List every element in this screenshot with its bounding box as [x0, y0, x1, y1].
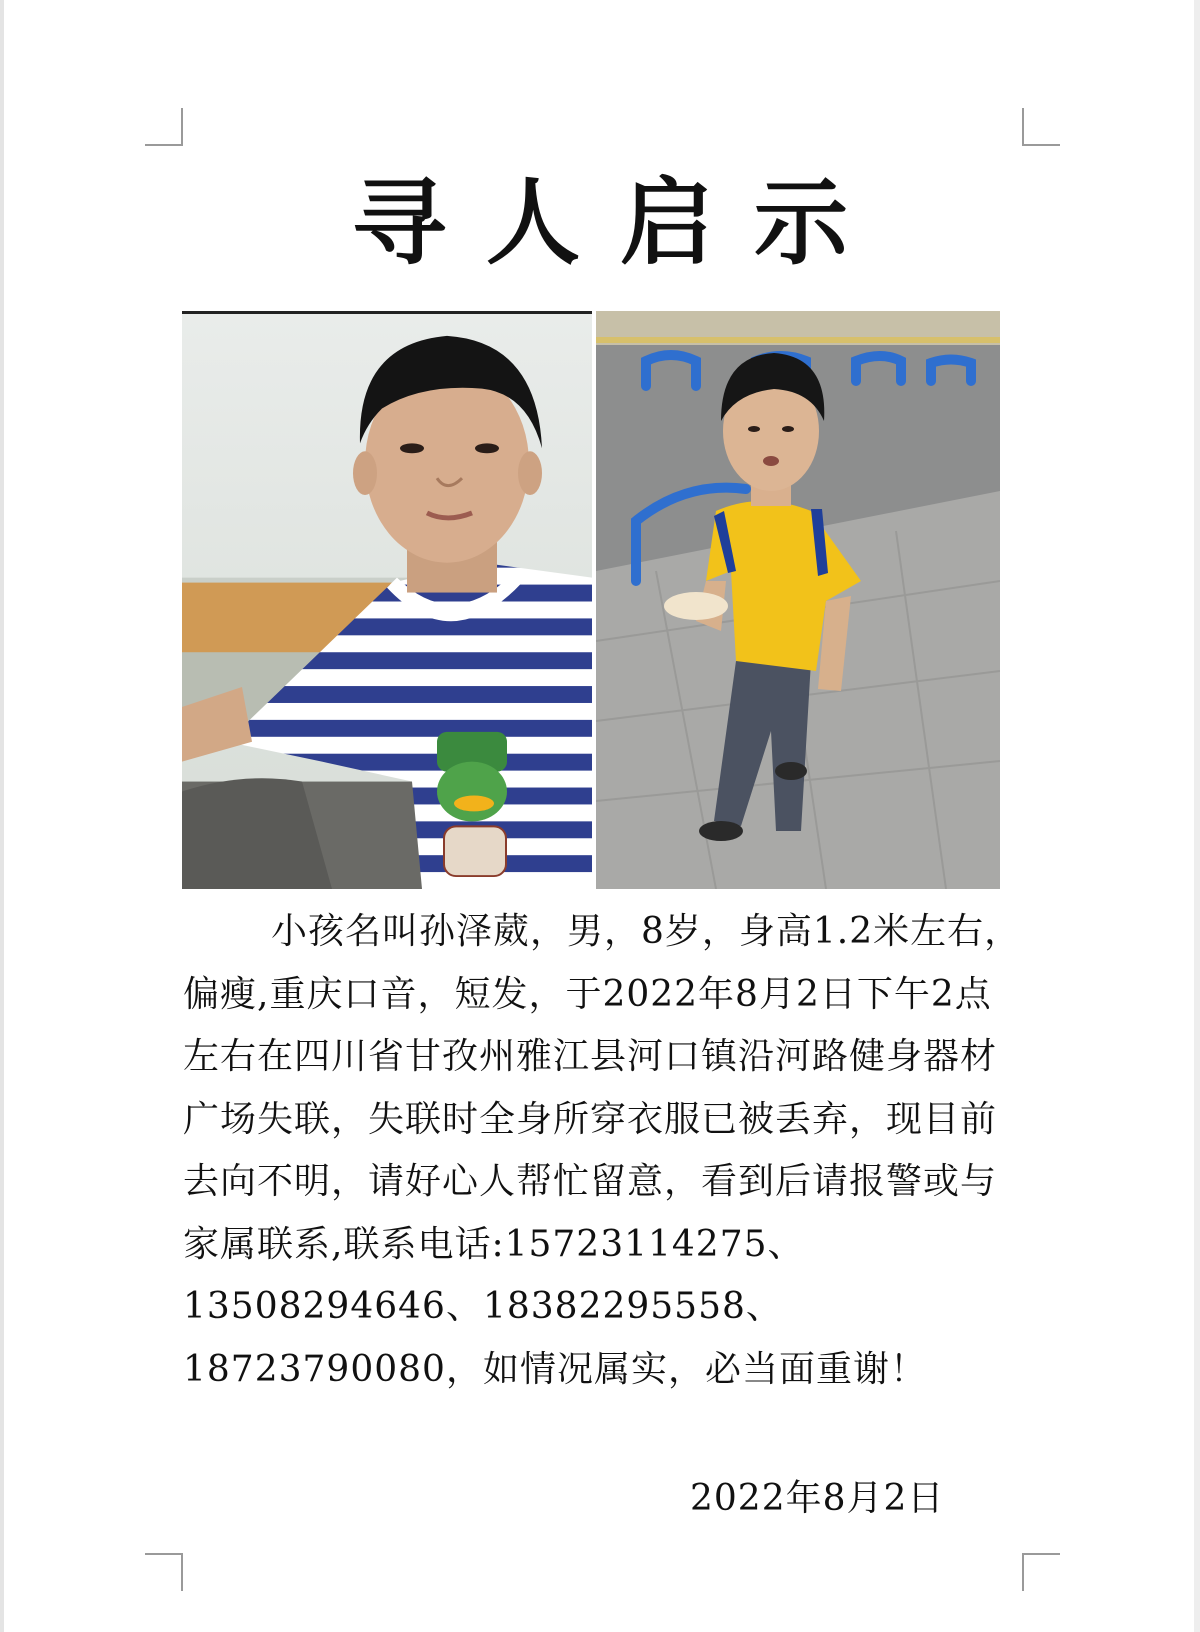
crop-mark-top-right: [1022, 108, 1060, 146]
crop-mark-bottom-right: [1022, 1553, 1060, 1591]
crop-mark-top-left: [145, 108, 183, 146]
notice-body: 小孩名叫孙泽葳，男，8岁，身高1.2米左右，偏瘦,重庆口音，短发，于2022年8月2日下午2点左右在四川省甘孜州雅江县河口镇沿河路健身器材广场失联，失联时全身所穿衣服已被丢弃，现目前去向不明，请好心人帮忙留意，看到后请报警或与家属联系,联系电话:15723114275、13508294646、18382295558、18723790080，如情况属实，必当面重谢！: [183, 911, 1022, 1390]
photo-yellow-shirt: [596, 311, 1000, 889]
photo-row: [182, 311, 1000, 889]
crop-mark-bottom-left: [145, 1553, 183, 1591]
photo-striped-shirt: [182, 311, 592, 889]
duck-graphic-icon: [437, 732, 507, 876]
notice-date: 2022年8月2日: [690, 1478, 945, 1519]
notice-title: 寻人启示: [351, 168, 888, 278]
